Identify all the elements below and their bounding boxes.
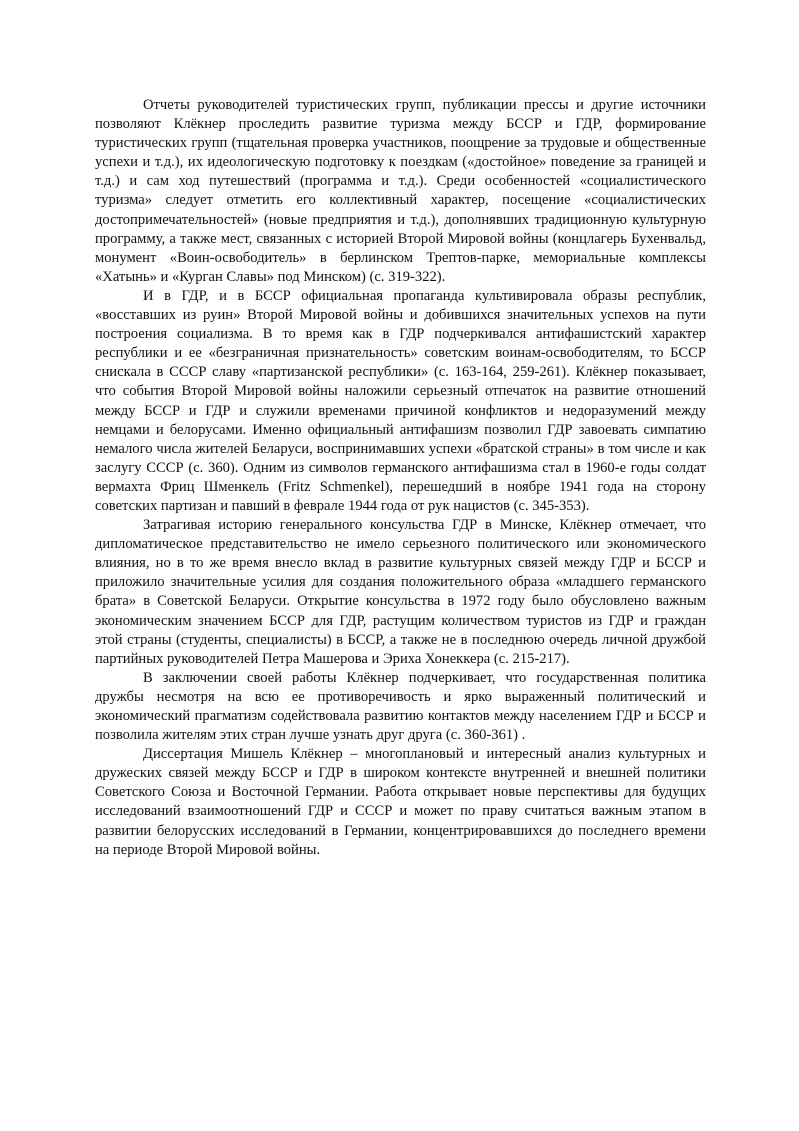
paragraph-2: И в ГДР, и в БССР официальная пропаганда культивировала образы республик, «восставших из руин» Второй Мировой войны и добившихся значительных успехов на пути построения социализма. В то время как в ГДР подчеркивался антифашистский характер республики и ее «безграничная признательность» советским воинам-освободителям, то БССР снискала в СССР славу «партизанской республики» (с. 163-164, 259-261). Клёкнер показывает, что события Второй Мировой войны наложили серьезный отпечаток на развитие отношений между БССР и ГДР и служили временами причиной конфликтов и недоразумений между немцами и белорусами. Именно официальный антифашизм позволил ГДР завоевать симпатию немалого числа жителей Беларуси, воспринимавших успехи «братской страны» в том числе и как заслугу СССР (с. 360). Одним из символов германского антифашизма стал в 1960-е годы солдат вермахта Фриц Шменкель (Fritz Schmenkel), перешедший в ноябре 1941 года на сторону советских партизан и павший в феврале 1944 года от рук нацистов (с. 345-353). xyxy=(95,287,706,514)
document-body xyxy=(95,96,706,860)
paragraph-5: Диссертация Мишель Клёкнер – многоплановый и интересный анализ культурных и дружеских связей между БССР и ГДР в широком контексте внутренней и внешней политики Советского Союза и Восточной Германии. Работа открывает новые перспективы для будущих исследований взаимоотношений ГДР и СССР и может по праву считаться важным этапом в развитии белорусских исследований в Германии, концентрировавшихся до последнего времени на периоде Второй Мировой войны. xyxy=(95,746,706,858)
paragraph-4: В заключении своей работы Клёкнер подчеркивает, что государственная политика дружбы несмотря на всю ее противоречивость и ярко выраженный политический и экономический прагматизм содействовала развитию контактов между населением ГДР и БССР и позволила жителям этих стран лучше узнать друг друга (с. 360-361) . xyxy=(95,669,706,744)
paragraph-1: Отчеты руководителей туристических групп, публикации прессы и другие источники позволяют Клёкнер проследить развитие туризма между БССР и ГДР, формирование туристических групп (тщательная проверка участников, поощрение за трудовые и общественные успехи и т.д.), их идеологическую подготовку к поездкам («достойное» поведение за границей и т.д.) и сам ход путешествий (программа и т.д.). Среди особенностей «социалистического туризма» следует отметить его коллективный характер, посещение «социалистических достопримечательностей» (новые предприятия и т.д.), дополнявших традиционную культурную программу, а также мест, связанных с историей Второй Мировой войны (концлагерь Бухенвальд, монумент «Воин-освободитель» в берлинском Трептов-парке, мемориальные комплексы «Хатынь» и «Курган Славы» под Минском) (с. 319-322). xyxy=(95,97,706,285)
paragraph-3: Затрагивая историю генерального консульства ГДР в Минске, Клёкнер отмечает, что дипломатическое представительство не имело серьезного политического или экономического влияния, но в то же время внесло вклад в развитие культурных связей между ГДР и БССР и приложило значительные усилия для создания положительного образа «младшего германского брата» в Советской Беларуси. Открытие консульства в 1972 году было обусловлено важным экономическим значением БССР для ГДР, растущим количеством туристов из ГДР и граждан этой страны (студенты, специалисты) в БССР, а также не в последнюю очередь личной дружбой партийных руководителей Петра Машерова и Эриха Хонеккера (с. 215-217). xyxy=(95,517,706,667)
